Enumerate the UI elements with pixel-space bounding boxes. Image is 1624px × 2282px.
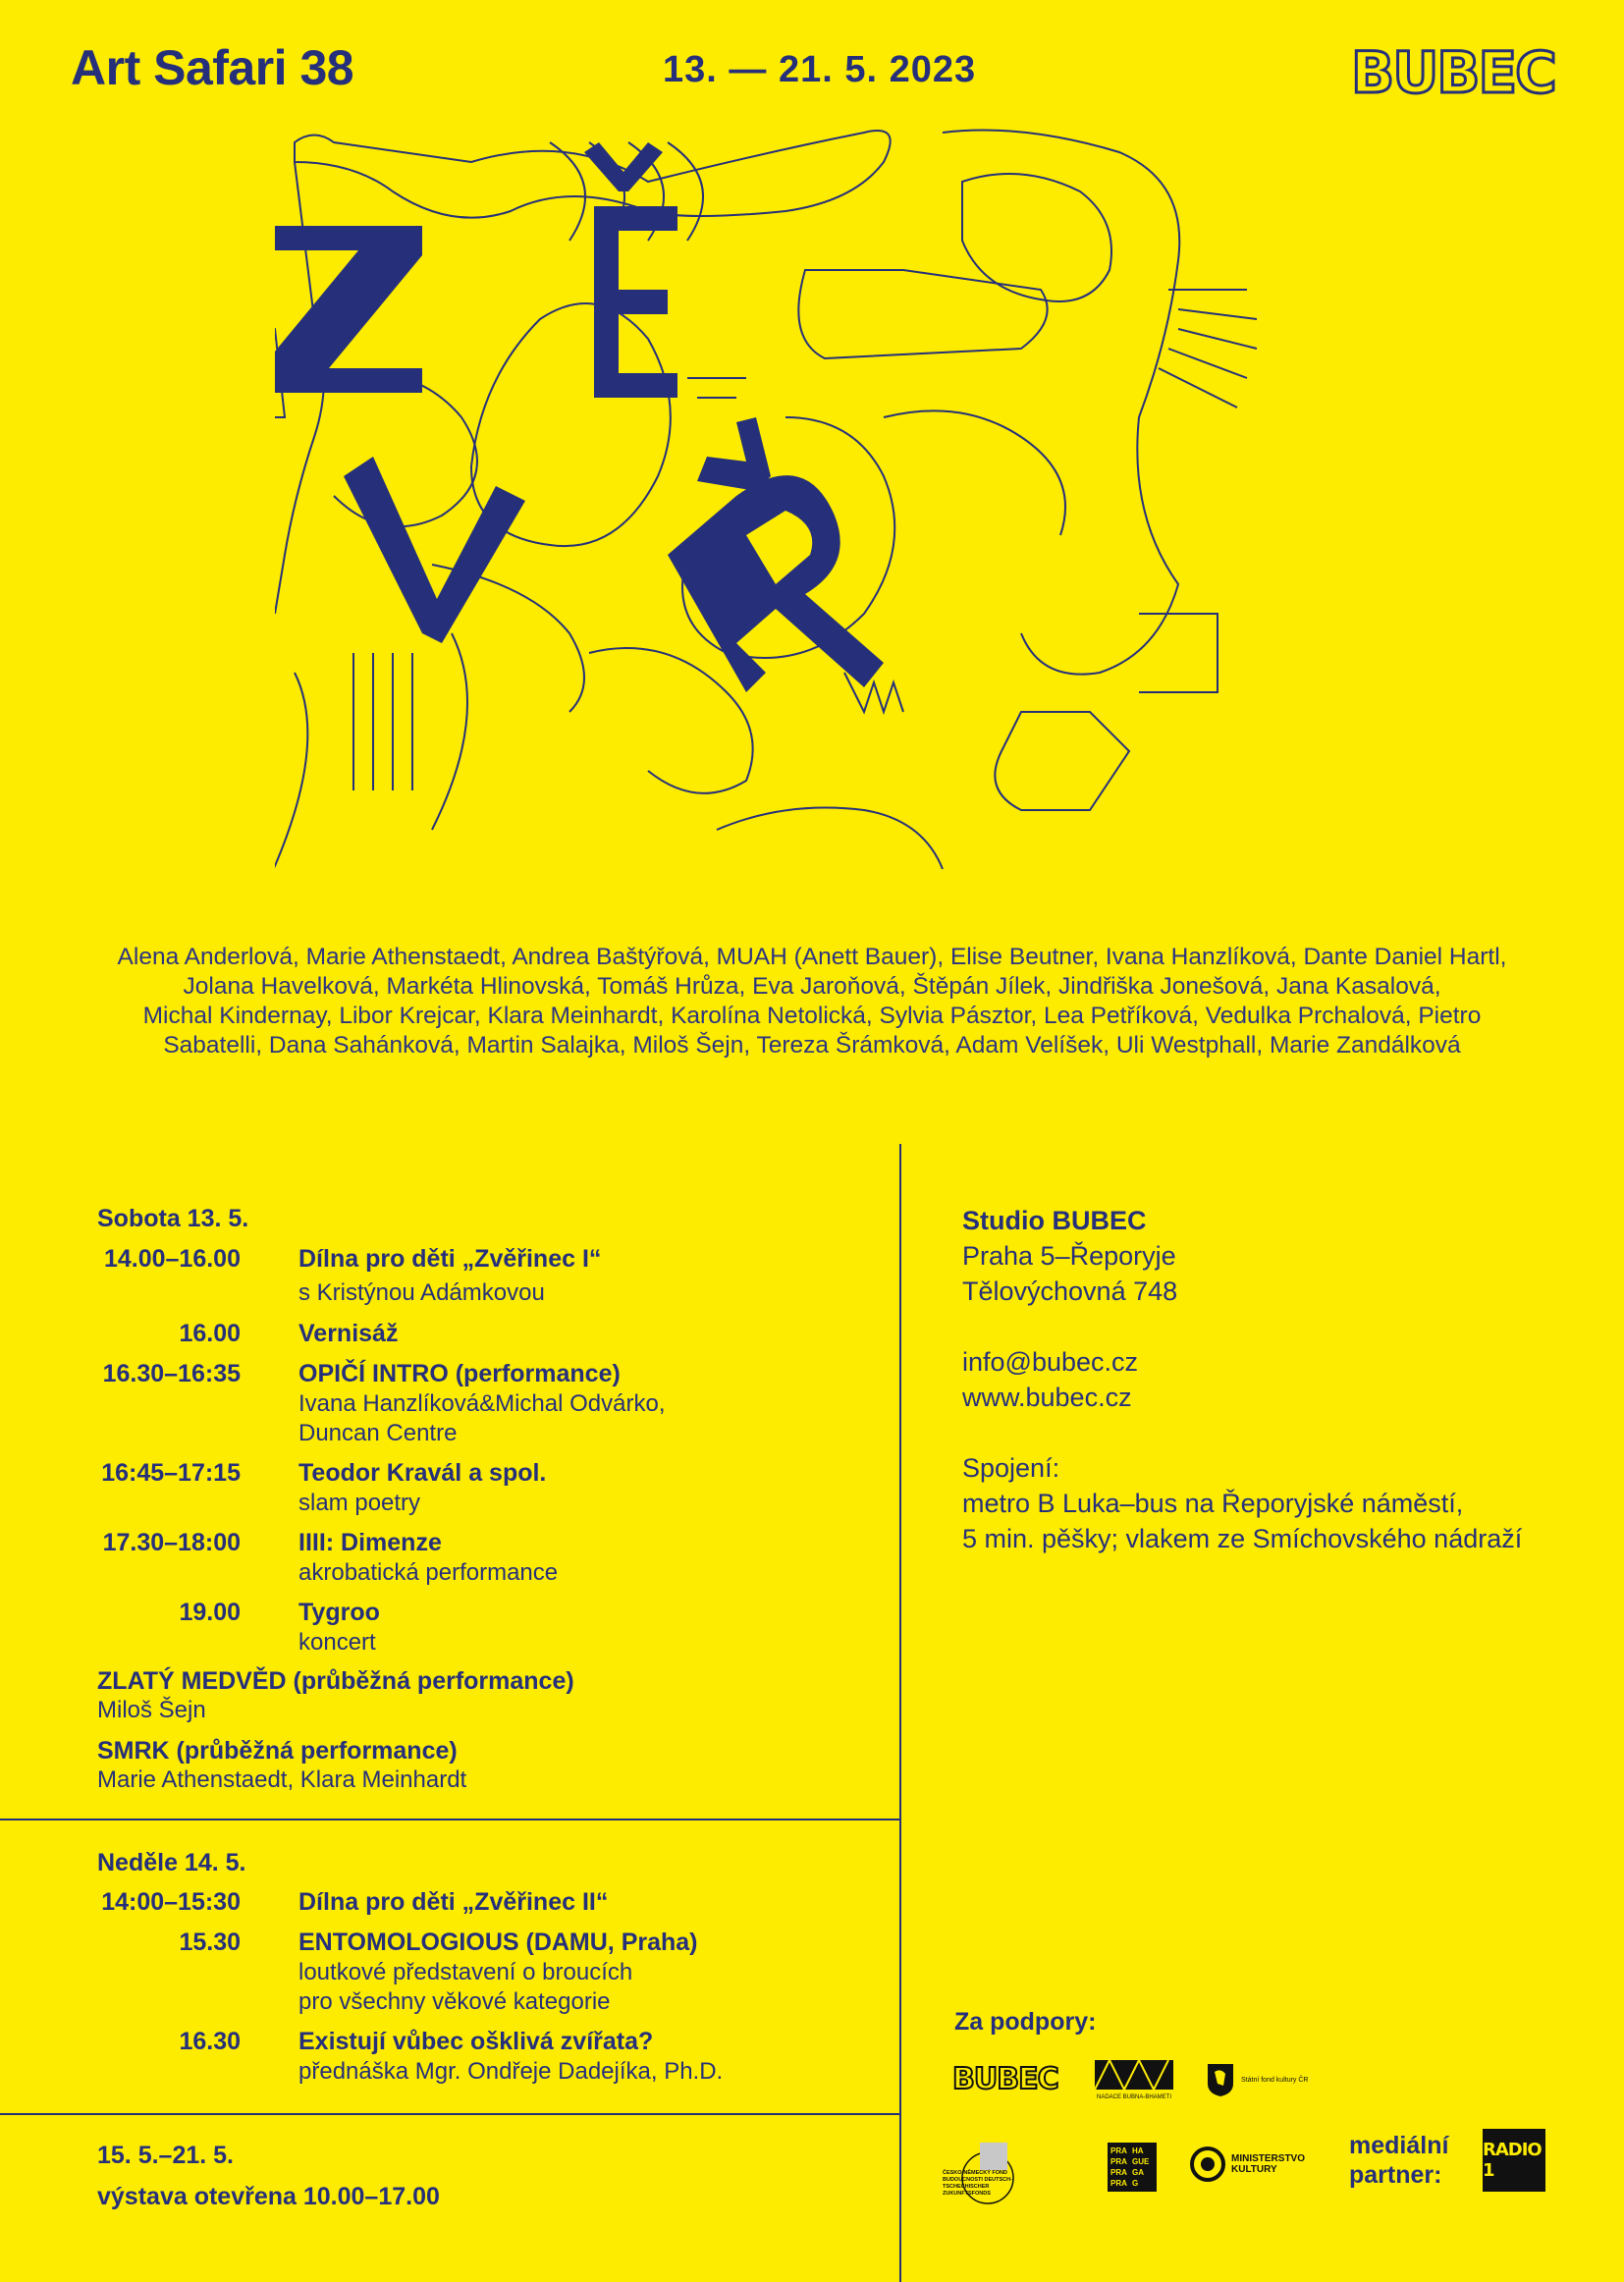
event-time: 16.00 [179, 1320, 241, 1347]
exhibition-hours: výstava otevřena 10.00–17.00 [97, 2183, 440, 2210]
letter-r-caron [668, 417, 884, 692]
event-name: Dílna pro děti „Zvěřinec I“ [298, 1245, 602, 1273]
media-label-line: partner: [1349, 2161, 1442, 2189]
event-time: 14:00–15:30 [101, 1888, 241, 1916]
praha-cell: PRA [1110, 2179, 1127, 2188]
day-heading-sunday: Neděle 14. 5. [97, 1849, 246, 1876]
doodle-line [995, 712, 1129, 810]
praha-logo [1108, 2143, 1157, 2192]
doodle-line [275, 633, 467, 908]
doodle-line [324, 373, 477, 526]
nadace-mark-icon [1095, 2060, 1173, 2090]
event-time: 19.00 [179, 1599, 241, 1626]
event-detail: Marie Athenstaedt, Klara Meinhardt [97, 1766, 467, 1793]
contact-block [962, 1203, 1522, 1556]
media-label-line: mediální [1349, 2132, 1449, 2159]
day-heading-saturday: Sobota 13. 5. [97, 1205, 249, 1232]
exhibition-range: 15. 5.–21. 5. [97, 2142, 235, 2169]
nadace-text: NADACE BUBNA-BHAMETI [1096, 2094, 1171, 2100]
letter-e-caron [584, 142, 677, 398]
event-time: 16.30 [179, 2028, 241, 2055]
event-name: Tygroo [298, 1599, 380, 1626]
event-detail: Duncan Centre [298, 1420, 458, 1446]
artist-line: Jolana Havelková, Markéta Hlinovská, Tomáš Hrůza, Eva Jaroňová, Štěpán Jílek, Jindřiška Jonešová, Jana Kasalová, [183, 973, 1441, 1000]
praha-cell: GUE [1132, 2157, 1150, 2166]
doodle-line [1159, 290, 1257, 408]
ongoing-event [97, 1667, 574, 1725]
event-name: IIII: Dimenze [298, 1529, 442, 1556]
event-name: Vernisáž [298, 1320, 399, 1347]
event-detail: koncert [298, 1629, 376, 1656]
event-time: 17.30–18:00 [102, 1529, 241, 1556]
event-dates: 13. — 21. 5. 2023 [663, 49, 977, 90]
event-detail: pro všechny věkové kategorie [298, 1988, 611, 2015]
ministry-text: MINISTERSTVO KULTURY [1231, 2153, 1306, 2175]
event-detail: Miloš Šejn [97, 1697, 206, 1723]
artist-list [69, 943, 1555, 1060]
praha-cell: PRA [1110, 2146, 1127, 2155]
event-name: ZLATÝ MEDVĚD (průběžná performance) [97, 1667, 574, 1695]
praha-cell: G [1132, 2179, 1139, 2188]
transport-info: metro B Luka–bus na Řeporyjské náměstí, [962, 1489, 1464, 1518]
event-title: Art Safari 38 [71, 40, 354, 95]
doodle-line [589, 648, 753, 793]
venue-address: Tělovýchovná 748 [962, 1277, 1178, 1306]
event-detail: slam poetry [298, 1490, 421, 1516]
event-detail: akrobatická performance [298, 1559, 559, 1586]
doodle-line [353, 653, 412, 790]
bubec-logo: BUBEC [1351, 39, 1555, 106]
venue-address: Praha 5–Řeporyje [962, 1241, 1176, 1271]
event-time: 14.00–16.00 [103, 1245, 241, 1273]
venue-name: Studio BUBEC [962, 1206, 1147, 1235]
support-label: Za podpory: [954, 2008, 1097, 2036]
event-time: 16:45–17:15 [101, 1459, 241, 1487]
day-divider [0, 1819, 901, 1820]
day-divider [0, 2113, 901, 2115]
doodle-line [943, 131, 1179, 675]
sfk-text: Státní fond kultury ČR [1241, 2076, 1309, 2084]
praha-cell: PRA [1110, 2157, 1127, 2166]
exhibition-dates [97, 2142, 234, 2170]
fond-text: ČESKO-NĚMECKÝ FOND BUDOUCNOSTI DEUTSCH-TSCHECHISCHER ZUKUNFTSFONDS [943, 2170, 1012, 2197]
doodle-line [717, 808, 943, 870]
event-name: Teodor Kravál a spol. [298, 1459, 547, 1487]
letter-v [344, 457, 525, 643]
doodle-line [687, 378, 746, 398]
doodle-line [884, 410, 1065, 535]
event-detail: s Kristýnou Adámkovou [298, 1279, 545, 1306]
event-detail: loutkové představení o broucích [298, 1959, 633, 1985]
nadace-logo [1095, 2060, 1173, 2100]
event-time: 15.30 [179, 1929, 241, 1956]
event-time: 16.30–16:35 [102, 1360, 241, 1387]
ministry-mark-icon [1190, 2146, 1225, 2182]
ongoing-event [97, 1737, 466, 1795]
doodle-line [1139, 614, 1218, 692]
lion-crest-icon [1206, 2062, 1235, 2097]
praha-cell: HA [1132, 2146, 1144, 2155]
sfk-logo [1206, 2062, 1310, 2097]
letter-z [275, 226, 422, 393]
ministerstvo-kultury-logo [1190, 2146, 1306, 2182]
media-partner-label [1349, 2131, 1448, 2190]
bubec-sponsor-logo: BUBEC [952, 2062, 1058, 2096]
praha-cell: GA [1132, 2168, 1144, 2177]
event-detail: Ivana Hanzlíková&Michal Odvárko, [298, 1390, 666, 1417]
transport-label: Spojení: [962, 1453, 1060, 1483]
event-name: Existují vůbec ošklivá zvířata? [298, 2028, 654, 2055]
event-name: SMRK (průběžná performance) [97, 1737, 458, 1765]
artist-line: Michal Kindernay, Libor Krejcar, Klara Meinhardt, Karolína Netolická, Sylvia Pásztor, Lea Petříková, Vedulka Prchalová, Pietro [142, 1003, 1482, 1029]
artist-line: Alena Anderlová, Marie Athenstaedt, Andrea Baštýřová, MUAH (Anett Bauer), Elise Beutner, Ivana Hanzlíková, Dante Daniel Hartl, [117, 944, 1507, 970]
event-name: Dílna pro děti „Zvěřinec II“ [298, 1888, 609, 1916]
website-link[interactable]: www.bubec.cz [962, 1383, 1132, 1412]
event-name: ENTOMOLOGIOUS (DAMU, Praha) [298, 1929, 698, 1956]
doodle-line [844, 673, 903, 712]
praha-cell: PRA [1110, 2168, 1127, 2177]
artist-line: Sabatelli, Dana Sahánková, Martin Salajka, Miloš Šejn, Tereza Šrámková, Adam Velíšek, Uli Westphall, Marie Zandálková [163, 1032, 1461, 1059]
email-link[interactable]: info@bubec.cz [962, 1347, 1139, 1377]
zver-illustration [275, 123, 1384, 918]
event-detail: přednáška Mgr. Ondřeje Dadejíka, Ph.D. [298, 2058, 724, 2085]
radio1-logo: RADIO 1 [1483, 2129, 1545, 2192]
transport-info: 5 min. pěšky; vlakem ze Smíchovského nádraží [962, 1524, 1523, 1553]
doodle-line [798, 270, 1047, 358]
event-name: OPIČÍ INTRO (performance) [298, 1360, 621, 1387]
column-divider [899, 1144, 901, 2282]
